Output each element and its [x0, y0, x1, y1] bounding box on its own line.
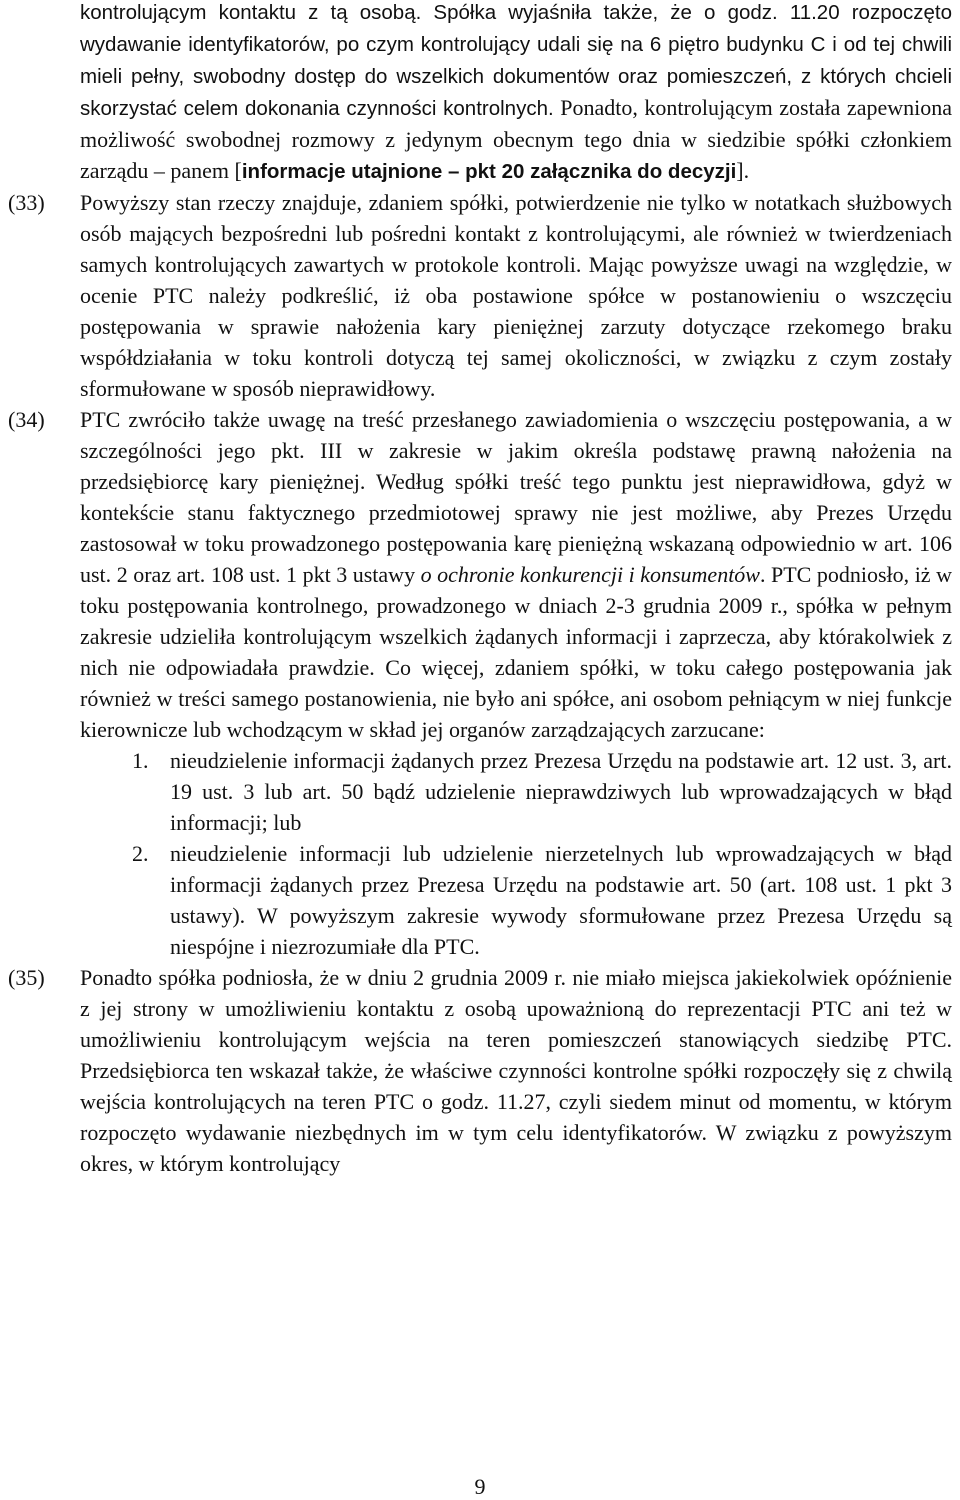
paragraph-34: [8, 404, 952, 962]
act-title-italic: o ochronie konkurencji i konsumentów: [420, 562, 760, 587]
paragraph-33: [8, 187, 952, 404]
paragraph-text: [80, 404, 952, 745]
serif-text-run: Ponadto, kontrolującym została zapewniona możliwość swobodnej rozmowy z jedynym obecnym tego dnia w siedzibie spółki członkiem zarządu – panem [: [80, 95, 952, 183]
paragraph-number: (33): [8, 190, 45, 215]
paragraph-number: (34): [8, 407, 45, 432]
list-item: [132, 838, 952, 962]
paragraph-body: [80, 404, 952, 962]
paragraph-number: (35): [8, 965, 45, 990]
paragraph-body: [80, 0, 952, 187]
list-item: [132, 745, 952, 838]
paragraph-text: Ponadto spółka podniosła, że w dniu 2 grudnia 2009 r. nie miało miejsca jakiekolwiek opóźnienie z jej strony w umożliwieniu kontaktu z osobą upoważnioną do reprezentacji PTC ani też w umożliwieniu kontrolującym wejścia na teren pomieszczeń stanowiących siedzibę PTC. Przedsiębiorca ten wskazał także, że właściwe czynności kontrolne spółki rozpoczęły się z chwilą wejścia kontrolujących na teren PTC o godz. 11.27, czyli siedem minut od momentu, w którym rozpoczęto wydawanie niezbędnych im w tym celu identyfikatorów. W związku z powyższym okres, w którym kontrolujący: [80, 965, 952, 1176]
text-run: PTC zwróciło także uwagę na treść przesłanego zawiadomienia o wszczęciu postępowania, a w szczególności jego pkt. III w zakresie w jakim określa podstawę prawną nałożenia na przedsiębiorcę kary pieniężnej. Według spółki treść tego punktu jest nieprawidłowa, gdyż w kontekście stanu faktycznego przedmiotowej sprawy nie jest możliwe, aby Prezes Urzędu zastosował w toku prowadzonego postępowania karę pieniężną wskazaną odpowiednio w art. 106 ust. 2 oraz art. 108 ust. 1 pkt 3 ustawy: [80, 407, 952, 587]
list-item-marker: 1.: [132, 748, 149, 773]
list-item-marker: 2.: [132, 841, 149, 866]
paragraph-text: [80, 0, 952, 187]
list-item-text: nieudzielenie informacji lub udzielenie nierzetelnych lub wprowadzających w błąd informacji żądanych przez Prezesa Urzędu na podstawie art. 50 (art. 108 ust. 1 pkt 3 ustawy). W powyższym zakresie wywody sformułowane przez Prezesa Urzędu są niespójne i niezrozumiałe dla PTC.: [170, 841, 952, 959]
paragraph-35: [8, 962, 952, 1179]
redacted-info-label: informacje utajnione – pkt 20 załącznika do decyzji: [241, 160, 737, 183]
page-number: 9: [474, 1474, 486, 1499]
serif-text-run-end: ].: [736, 158, 750, 183]
list-item-text: nieudzielenie informacji żądanych przez Prezesa Urzędu na podstawie art. 12 ust. 3, art. 19 ust. 3 lub art. 50 bądź udzielenie nieprawdziwych lub wprowadzających w błąd informacji; lub: [170, 748, 952, 835]
sans-text-run: kontrolującym kontaktu z tą osobą. Spółka wyjaśniła także, że o godz. 11.20 rozpoczęto wydawanie identyfikatorów, po czym kontrolujący udali się na 6 piętro budynku C i od tej chwili mieli pełny, swobodny dostęp do wszelkich dokumentów oraz pomieszczeń, z których chcieli skorzystać celem dokonania czynności kontrolnych.: [80, 1, 952, 120]
paragraph-body: [80, 187, 952, 404]
text-run-after: . PTC podniosło, iż w toku postępowania kontrolnego, prowadzonego w dniach 2-3 grudnia 2009 r., spółka w pełnym zakresie udzieliła kontrolującym wszelkich żądanych informacji i zaprzecza, aby którakolwiek z nich nie odpowiadała prawdzie. Co więcej, zdaniem spółki, w toku całego postępowania jak również w treści samego postanowienia, nie było ani spółce, ani osobom pełniącym w niej funkcje kierownicze lub wchodzącym w skład jej organów zarządzających zarzucane:: [80, 562, 952, 742]
paragraph-body: [80, 962, 952, 1179]
paragraph-text: Powyższy stan rzeczy znajduje, zdaniem spółki, potwierdzenie nie tylko w notatkach służbowych osób mających bezpośredni lub pośredni kontakt z kontrolującymi, ale również w twierdzeniach samych kontrolujących zawartych w protokole kontroli. Mając powyższe uwagi na względzie, w ocenie PTC należy podkreślić, iż oba postawione spółce w postanowieniu o wszczęciu postępowania w sprawie nałożenia kary pieniężnej zarzuty dotyczące rzekomego braku współdziałania w toku kontroli dotyczą tej samej okoliczności, w związku z czym zostały sformułowane w sposób nieprawidłowy.: [80, 190, 952, 401]
document-content: [8, 0, 952, 1179]
numbered-list: [80, 745, 952, 962]
paragraph-32-continuation: [8, 0, 952, 187]
